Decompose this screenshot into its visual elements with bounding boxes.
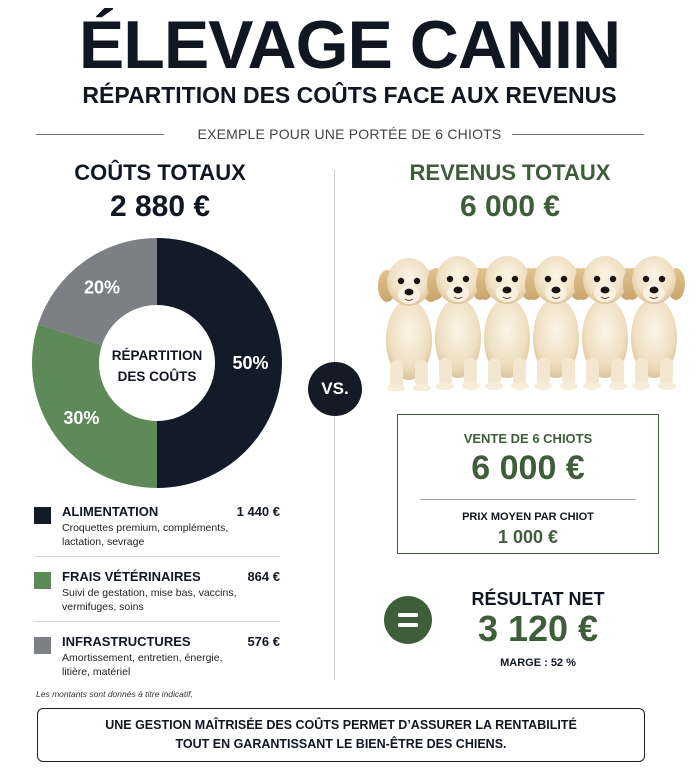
margin-value: MARGE : 52 % <box>500 657 576 669</box>
total-costs-value: 2 880 € <box>109 190 211 223</box>
legend-description: Suivi de gestation, mise bas, vaccins, vermifuges, soins <box>62 587 237 613</box>
conclusion-box <box>37 708 645 762</box>
total-costs-label: COÛTS TOTAUX <box>74 160 246 185</box>
sale-value: 6 000 € <box>471 449 585 487</box>
legend-value: 864 € <box>247 569 280 584</box>
puppy-6 <box>623 256 685 390</box>
conclusion-line-2: TOUT EN GARANTISSANT LE BIEN-ÊTRE DES CHIENS. <box>175 737 507 751</box>
legend-name: INFRASTRUCTURES <box>62 634 191 649</box>
legend-value: 576 € <box>247 634 280 649</box>
legend-item-frais-veterinaires <box>34 569 282 619</box>
header-divider-right <box>512 134 644 135</box>
legend-swatch <box>34 637 51 654</box>
equals-icon <box>384 596 432 644</box>
legend-swatch <box>34 507 51 524</box>
versus-badge: VS. <box>308 362 362 416</box>
disclaimer: Les montants sont donnés à titre indicatif. <box>36 689 193 699</box>
donut-label: 30% <box>63 407 100 428</box>
average-price-label: PRIX MOYEN PAR CHIOT <box>462 511 594 523</box>
net-result-label: RÉSULTAT NET <box>471 589 605 609</box>
legend-description: Amortissement, entretien, énergie, litière, matériel <box>62 652 223 678</box>
donut-center-line2: DES COÛTS <box>117 369 197 384</box>
legend-description: Croquettes premium, compléments, lactation, sevrage <box>62 522 229 548</box>
donut-label: 20% <box>84 277 121 298</box>
net-result-value: 3 120 € <box>477 608 599 649</box>
legend-swatch <box>34 572 51 589</box>
cost-donut-chart <box>30 236 284 490</box>
legend-name: FRAIS VÉTÉRINAIRES <box>62 569 201 584</box>
page-subtitle: RÉPARTITION DES COÛTS FACE AUX REVENUS <box>82 82 617 108</box>
donut-center-line1: RÉPARTITION <box>111 348 203 363</box>
column-divider <box>334 170 335 680</box>
legend-divider <box>34 621 280 622</box>
legend-name: ALIMENTATION <box>62 504 159 519</box>
average-price-value: 1 000 € <box>497 527 559 547</box>
legend-value: 1 440 € <box>236 504 280 519</box>
donut-label: 50% <box>232 353 269 373</box>
sale-title: VENTE DE 6 CHIOTS <box>463 431 593 446</box>
conclusion-line-1: UNE GESTION MAÎTRISÉE DES COÛTS PERMET D’ASSURER LA RENTABILITÉ <box>105 718 577 732</box>
page-title: ÉLEVAGE CANIN <box>78 7 621 83</box>
puppies-image <box>376 246 686 391</box>
example-note: EXEMPLE POUR UNE PORTÉE DE 6 CHIOTS <box>197 126 502 142</box>
total-revenue-value: 6 000 € <box>459 190 561 223</box>
legend-divider <box>34 556 280 557</box>
total-revenue-label: REVENUS TOTAUX <box>409 160 611 185</box>
donut-hole <box>99 305 215 421</box>
legend-item-infrastructures <box>34 634 282 684</box>
sale-divider <box>420 499 636 500</box>
puppy-sale-card <box>397 414 659 554</box>
legend-item-alimentation <box>34 504 282 554</box>
